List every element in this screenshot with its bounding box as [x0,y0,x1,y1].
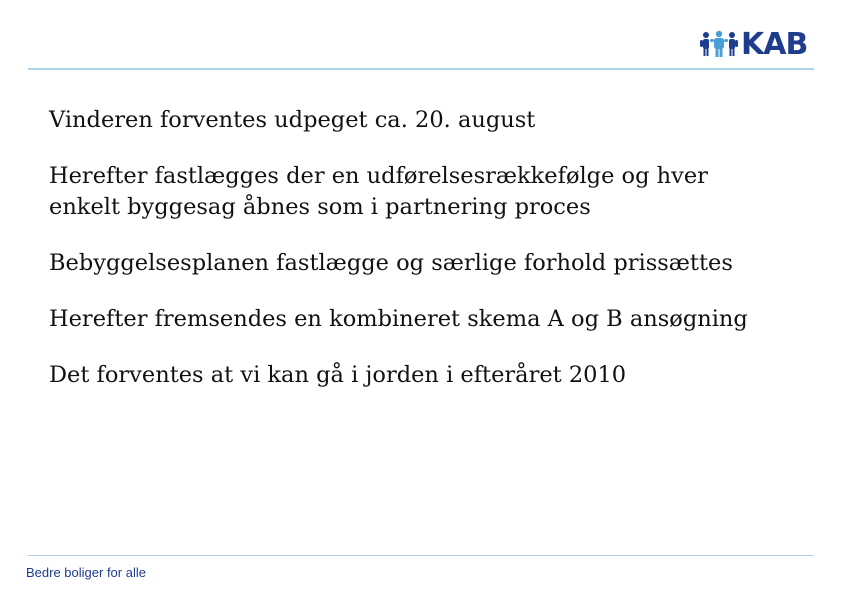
footer-tagline: Bedre boliger for alle [26,565,146,580]
kab-logo [700,28,816,62]
paragraph-5: Det forventes at vi kan gå i jorden i efteråret 2010 [49,362,627,388]
paragraph-3: Bebyggelsesplanen fastlægge og særlige forhold prissættes [49,250,733,276]
paragraph-2: Herefter fastlægges der en udførelsesrækkefølge og hver enkelt byggesag åbnes som i partnering proces [49,163,708,220]
header-divider [28,68,814,70]
slide-body [49,105,819,416]
paragraph-4: Herefter fremsendes en kombineret skema A og B ansøgning [49,306,748,332]
people-icon [700,30,738,60]
paragraph-1: Vinderen forventes udpeget ca. 20. august [49,107,536,133]
logo-text: KAB [741,27,808,62]
footer-divider [28,555,814,556]
